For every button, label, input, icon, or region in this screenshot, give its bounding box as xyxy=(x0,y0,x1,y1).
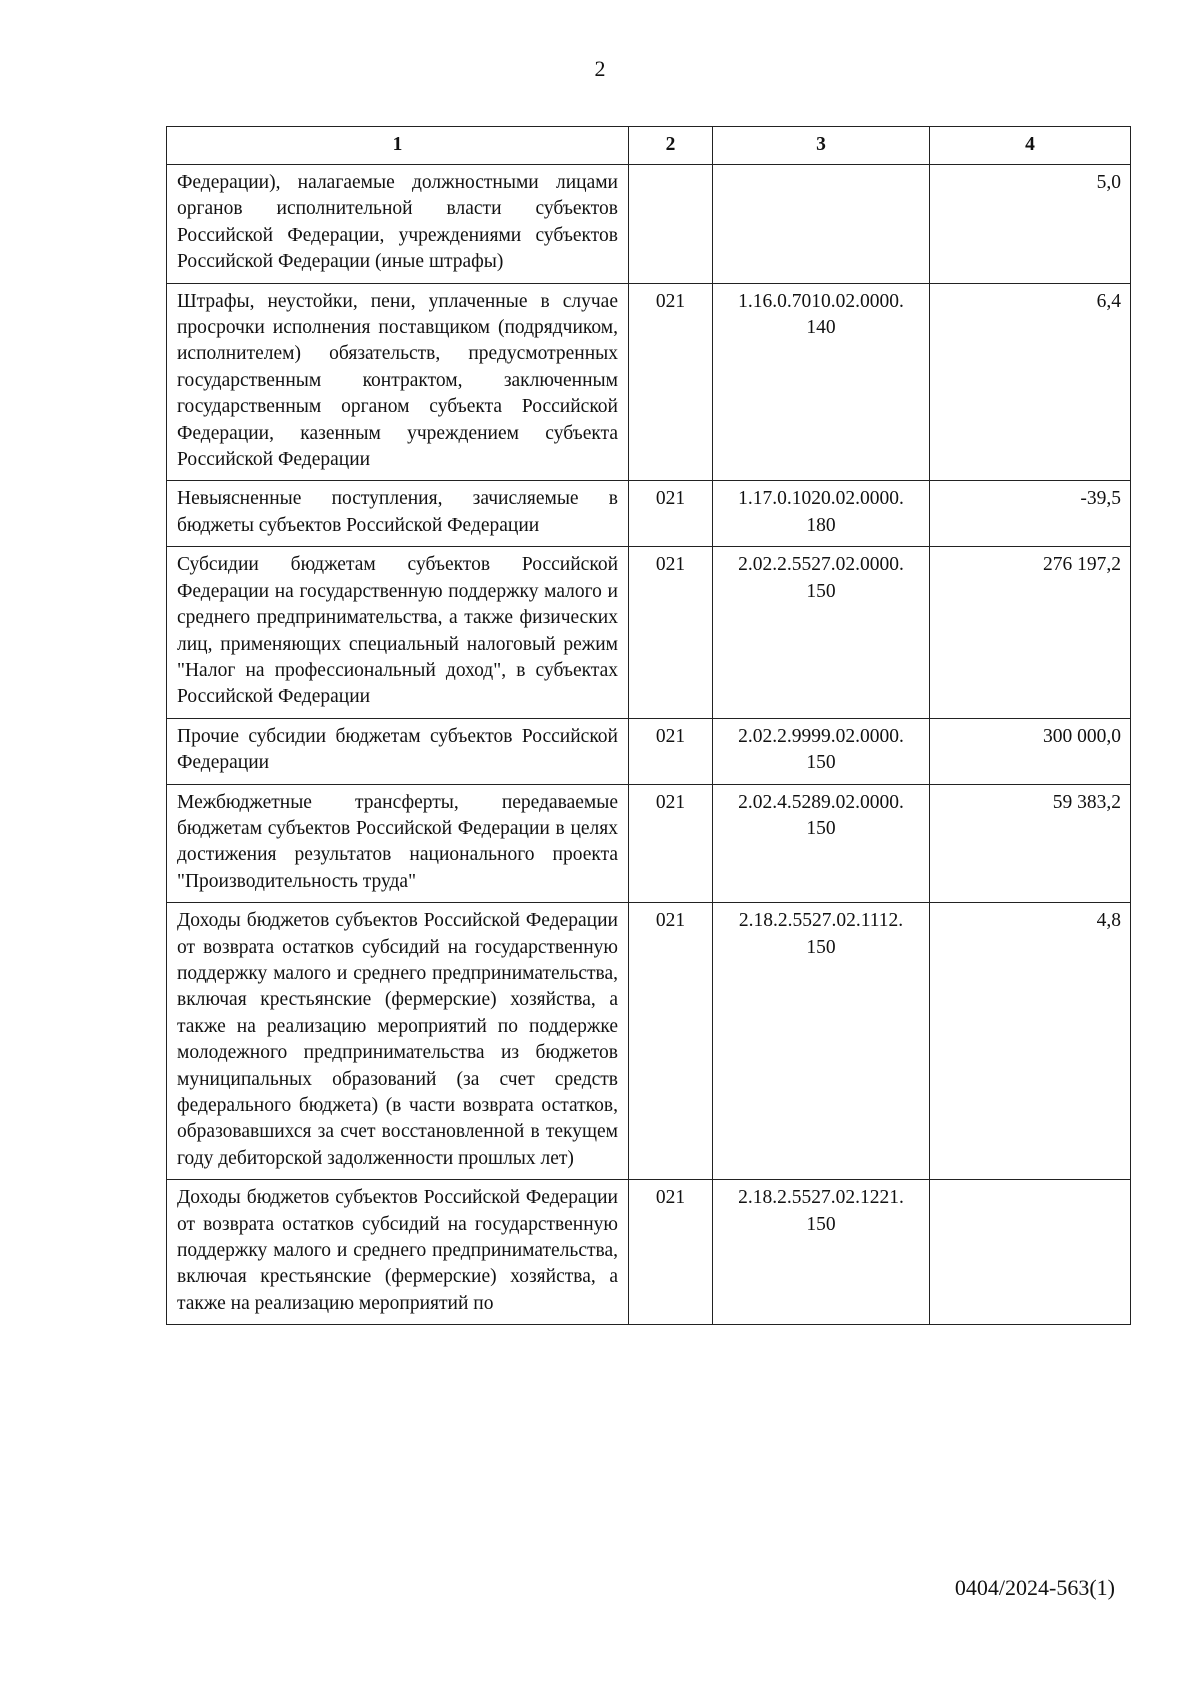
income-name-cell: Межбюджетные трансферты, передаваемые бюджетам субъектов Российской Федерации в целях достижения результатов национального проекта "Производительность труда" xyxy=(167,784,629,903)
admin-code-cell: 021 xyxy=(629,1180,713,1325)
column-header-4: 4 xyxy=(930,127,1131,165)
budget-table xyxy=(166,126,1131,1325)
income-name-cell: Федерации), налагаемые должностными лицами органов исполнительной власти субъектов Российской Федерации, учреждениями субъектов Российской Федерации (иные штрафы) xyxy=(167,165,629,284)
income-name-cell: Штрафы, неустойки, пени, уплаченные в случае просрочки исполнения поставщиком (подрядчиком, исполнителем) обязательств, предусмотренных государственным контрактом, заключенным государственным органом субъекта Российской Федерации, казенным учреждением субъекта Российской Федерации xyxy=(167,283,629,481)
table-header-row xyxy=(167,127,1131,165)
budget-classification-code-cell: 2.02.4.5289.02.0000. 150 xyxy=(713,784,930,903)
column-header-3: 3 xyxy=(713,127,930,165)
amount-cell xyxy=(930,1180,1131,1325)
budget-classification-code-cell: 1.17.0.1020.02.0000. 180 xyxy=(713,481,930,547)
income-name-cell: Доходы бюджетов субъектов Российской Федерации от возврата остатков субсидий на государственную поддержку малого и среднего предпринимательства, включая крестьянские (фермерские) хозяйства, а также на реализацию мероприятий по поддержке молодежного предпринимательства из бюджетов муниципальных образований (за счет средств федерального бюджета) (в части возврата остатков, образовавшихся за счет восстановленной в текущем году дебиторской задолженности прошлых лет) xyxy=(167,903,629,1180)
budget-classification-code-cell: 2.02.2.5527.02.0000. 150 xyxy=(713,547,930,718)
page-number: 2 xyxy=(594,56,606,81)
table-row xyxy=(167,481,1131,547)
document-id: 0404/2024-563(1) xyxy=(954,1575,1115,1600)
table-row xyxy=(167,283,1131,481)
admin-code-cell: 021 xyxy=(629,481,713,547)
admin-code-cell: 021 xyxy=(629,718,713,784)
amount-cell: 276 197,2 xyxy=(930,547,1131,718)
budget-classification-code-cell: 2.18.2.5527.02.1112. 150 xyxy=(713,903,930,1180)
income-name-cell: Субсидии бюджетам субъектов Российской Федерации на государственную поддержку малого и среднего предпринимательства, а также физических лиц, применяющих специальный налоговый режим "Налог на профессиональный доход", в субъектах Российской Федерации xyxy=(167,547,629,718)
table-row xyxy=(167,1180,1131,1325)
income-name-cell: Невыясненные поступления, зачисляемые в бюджеты субъектов Российской Федерации xyxy=(167,481,629,547)
admin-code-cell xyxy=(629,165,713,284)
column-header-2: 2 xyxy=(629,127,713,165)
income-name-cell: Прочие субсидии бюджетам субъектов Российской Федерации xyxy=(167,718,629,784)
amount-cell: -39,5 xyxy=(930,481,1131,547)
admin-code-cell: 021 xyxy=(629,784,713,903)
amount-cell: 300 000,0 xyxy=(930,718,1131,784)
admin-code-cell: 021 xyxy=(629,283,713,481)
admin-code-cell: 021 xyxy=(629,547,713,718)
income-name-cell: Доходы бюджетов субъектов Российской Федерации от возврата остатков субсидий на государственную поддержку малого и среднего предпринимательства, включая крестьянские (фермерские) хозяйства, а также на реализацию мероприятий по xyxy=(167,1180,629,1325)
budget-classification-code-cell xyxy=(713,165,930,284)
amount-cell: 6,4 xyxy=(930,283,1131,481)
budget-classification-code-cell: 1.16.0.7010.02.0000. 140 xyxy=(713,283,930,481)
table-row xyxy=(167,165,1131,284)
table-row xyxy=(167,718,1131,784)
admin-code-cell: 021 xyxy=(629,903,713,1180)
table-row xyxy=(167,547,1131,718)
budget-classification-code-cell: 2.02.2.9999.02.0000. 150 xyxy=(713,718,930,784)
amount-cell: 59 383,2 xyxy=(930,784,1131,903)
amount-cell: 4,8 xyxy=(930,903,1131,1180)
table-row xyxy=(167,784,1131,903)
amount-cell: 5,0 xyxy=(930,165,1131,284)
table-row xyxy=(167,903,1131,1180)
column-header-1: 1 xyxy=(167,127,629,165)
budget-classification-code-cell: 2.18.2.5527.02.1221. 150 xyxy=(713,1180,930,1325)
